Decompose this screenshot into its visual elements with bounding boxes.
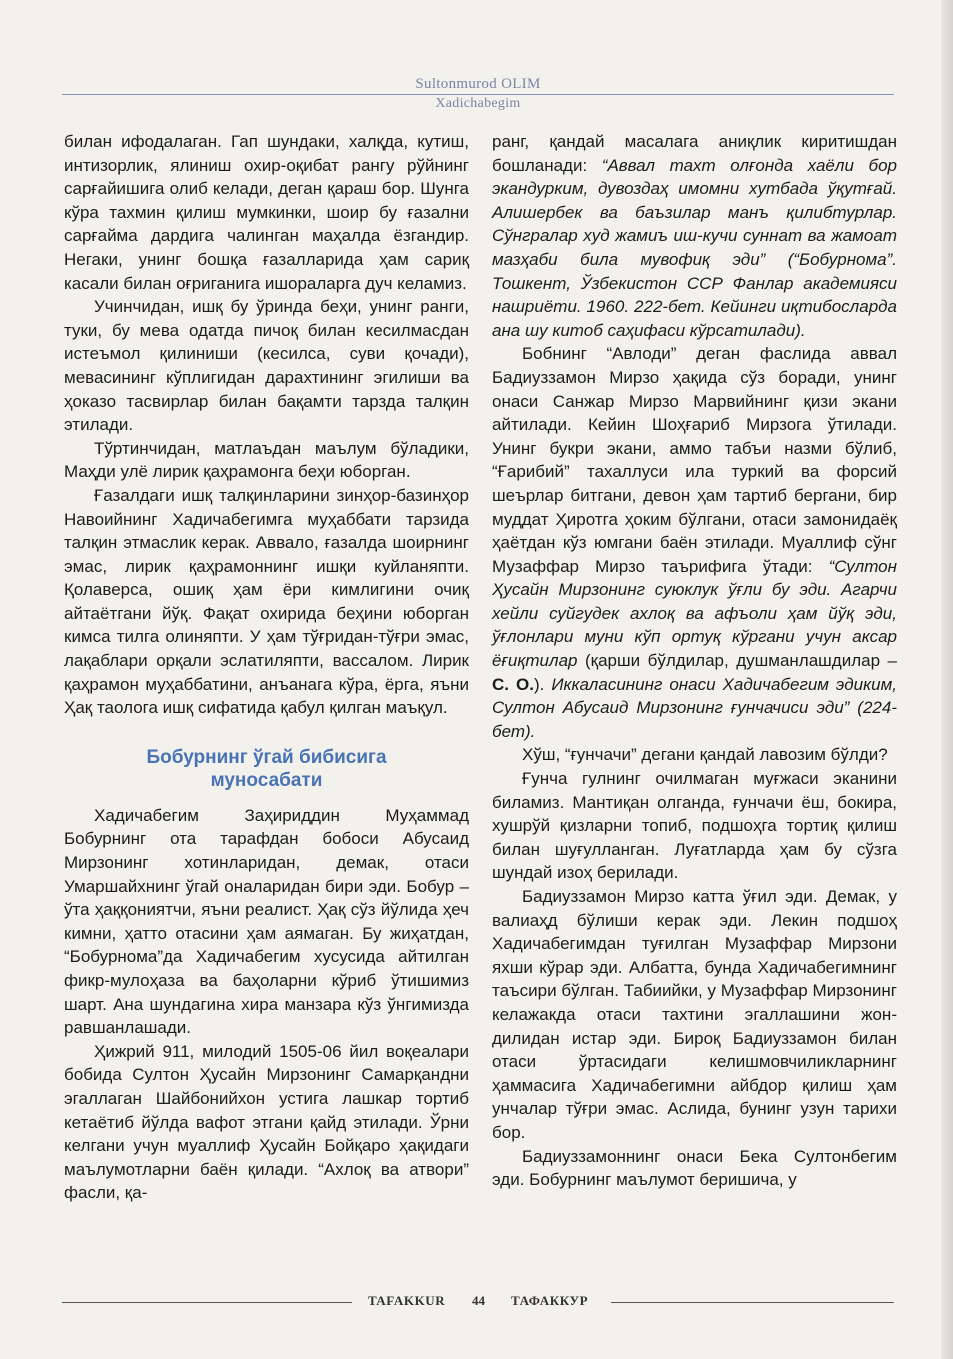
footer-journal-latin: TAFAKKUR <box>368 1293 446 1308</box>
paragraph: Ғунча гулнинг очилмаган муғжаси эканини биламиз. Мантиқан олганда, ғунчачи ёш, бокира, хушрўй қизларни топиб, подшоҳга тортиқ қилиш билан шуғулланган. Луғатларда ҳам бу сўзга шундай изоҳ берилади. <box>492 769 897 883</box>
paragraph: Учинчидан, ишқ бу ўринда беҳи, унинг ранги, туки, бу мева одатда пичоқ билан кесилмасдан истеъмол қилиниши (кесилса, суви қочади), мевасининг кўплигидан дарахтининг эгилиши ва ҳоказо тасвирлар билан бақамти тарзда талқин этилади. <box>64 297 469 435</box>
section-heading <box>64 746 469 792</box>
header-rule <box>62 94 894 95</box>
paragraph: Бадиуззамон Мирзо катта ўғил эди. Демак, у валиаҳд бўлиши керак эди. Лекин подшоҳ Хадичабегимдан туғилган Музаффар Мирзони яхши кўрар эди. Албатта, бунда Хадичабегимнинг таъсири бўлган. Табиийки, у Музаффар Мирзонинг келажакда отаси тахтини эгаллашини жон-дилидан истар эди. Бироқ Бадиуззамон билан отаси ўртасидаги келишмовчиликларнинг ҳаммасига Хадичабегимни айбдор қилиш ҳам унчалар тўғри эмас. Аслида, бунинг узун тарихи бор. <box>492 887 897 1142</box>
paragraph: Бадиуззамоннинг онаси Бека Султонбегим эди. Бобурнинг маълумот беришича, у <box>492 1146 897 1190</box>
left-column <box>64 130 469 1205</box>
quote-italic: “Султон Ҳусайн Мирзонинг суюклук ўғли бу эди. Агарчи хейли суйгудек ахлоқ ва афъоли ҳам йўқ эди, ўғлонлари муни кўп ортуқ кўргани учун аксар ёғиқтилар <box>492 556 897 671</box>
running-footer <box>62 1292 894 1312</box>
paragraph: Хадичабегим Заҳириддин Муҳаммад Бобурнинг ота тарафдан бобоси Абусаид Мирзонинг хотинларидан, демак, отаси Умаршайхнинг ўгай оналаридан бири эди. Бобур – ўта ҳаққониятчи, яъни реалист. Ҳақ сўз йўлида ҳеч кимни, ҳатто отасини ҳам аямаган. Бу жиҳатдан, “Бобурнома”да Хадичабегим хусусида айтилган фикр-мулоҳаза ва баҳоларни кўриб ўтишимиз шарт. Ана шундагина хира манзара кўз ўнгимизда равшанлашади. <box>64 805 469 1038</box>
footer-rule-right <box>611 1302 894 1303</box>
paragraph: билан ифодалаган. Гап шундаки, халқда, кутиш, интизорлик, ялиниш охир-оқибат рангу рўйнинг сарғайишига олиб келади, деган қараш бор. Шунга кўра тахмин қилиш мумкинки, шоир бу ғазални сарғайма дардига чалинган маҳалда ёзгандир. Негаки, унинг бошқа ғазалларида ҳам сариқ касали билан оғриганига ишораларга дуч келамиз. <box>64 132 469 293</box>
running-header <box>62 72 894 118</box>
quote-italic: Иккаласининг онаси Хадичабегим эдиким, Султон Абусаид Мирзонинг ғунчачиси эди” (224-бет). <box>492 674 897 741</box>
header-subtitle: Xadichabegim <box>435 96 521 111</box>
footer-rule-left <box>62 1302 352 1303</box>
author-initials: С. О. <box>492 674 534 694</box>
section-heading-line: Бобурнинг ўгай бибисига <box>146 746 387 768</box>
text-run: ранг, қандай масалага аниқлик киритишдан бошланади: <box>492 132 897 175</box>
page-edge-shadow <box>941 0 953 1359</box>
footer-journal-cyrillic: ТАФАККУР <box>511 1293 589 1308</box>
paragraph: Тўртинчидан, матлаъдан маълум бўладики, Маҳди улё лирик қаҳрамонга беҳи юборган. <box>64 438 469 482</box>
page-number: 44 <box>472 1293 485 1308</box>
paragraph <box>492 130 897 342</box>
paragraph: Ғазалдаги ишқ талқинларини зинҳор-базинҳор Навоийнинг Хадичабегимга муҳаббати тарзида талқин этмаслик керак. Аввало, ғазалда шоирнинг эмас, лирик қаҳрамоннинг ишқи куйланяпти. Қолаверса, ошиқ ҳам ёри кимлигини очиқ айтаётгани йўқ. Фақат охирида беҳини юборган кимса тилга олиняпти. У ҳам тўғридан-тўғри эмас, лақаблари орқали эслатиляпти, вассалом. Лирик қаҳрамон муҳаббатини, анъанага кўра, ёрга, яъни Ҳақ таолога ишқ сифатида қабул қилган маъқул. <box>64 485 469 718</box>
text-run: Бобнинг “Авлоди” деган фаслида аввал Бадиуззамон Мирзо ҳақида сўз боради, унинг онаси Санжар Мирзо Марвийнинг қизи экани айтилади. Кейин Шоҳғариб Мирзога ўтилади. Унинг букри экани, аммо табъи назми бўлиб, “Ғарибий” тахаллуси ила туркий ва форсий шеърлар битгани, девон ҳам тартиб бергани, бир муддат Ҳиротга ҳоким бўлгани, отаси замонидаёқ ҳаётдан кўз юмгани баён этилади. Муаллиф сўнг Музаффар Мирзо таърифига ўтади: <box>492 344 897 576</box>
right-column <box>492 130 897 1192</box>
text-run: ). <box>533 674 552 694</box>
section-heading-line: муносабати <box>210 769 323 791</box>
text-run: (қарши бўлдилар, душманлашдилар – <box>577 651 897 671</box>
quote-italic: “Аввал тахт олғонда хаёли бор экандурким, дувоздаҳ имомни хутбада ўқутғай. Алишербек ва баъзилар манъ қилибтурлар. Сўнгралар худ жамиъ иш-кучи суннат ва жамоат мазҳаби била мувофиқ эди” (“Бобурнома”. Тошкент, Ўзбекистон ССР Фанлар академияси нашриёти. 1960. 222-бет. Кейинги иқтибосларда ана шу китоб саҳифаси кўрсатилади). <box>492 155 897 340</box>
paragraph <box>492 342 897 743</box>
paragraph: Хўш, “ғунчачи” дегани қандай лавозим бўлди? <box>522 745 888 765</box>
paragraph: Ҳижрий 911, милодий 1505-06 йил воқеалари бобида Султон Ҳусайн Мирзонинг Самарқандни эгаллаган Шайбонийхон устига лашкар тортиб кетаётиб йўлда вафот этгани қайд этилади. Ўрни келгани учун муаллиф Ҳусайн Бойқаро ҳақидаги маълумотларни баён қилади. “Ахлоқ ва атвори” фасли, қа- <box>64 1041 469 1203</box>
header-author: Sultonmurod OLIM <box>415 76 541 92</box>
